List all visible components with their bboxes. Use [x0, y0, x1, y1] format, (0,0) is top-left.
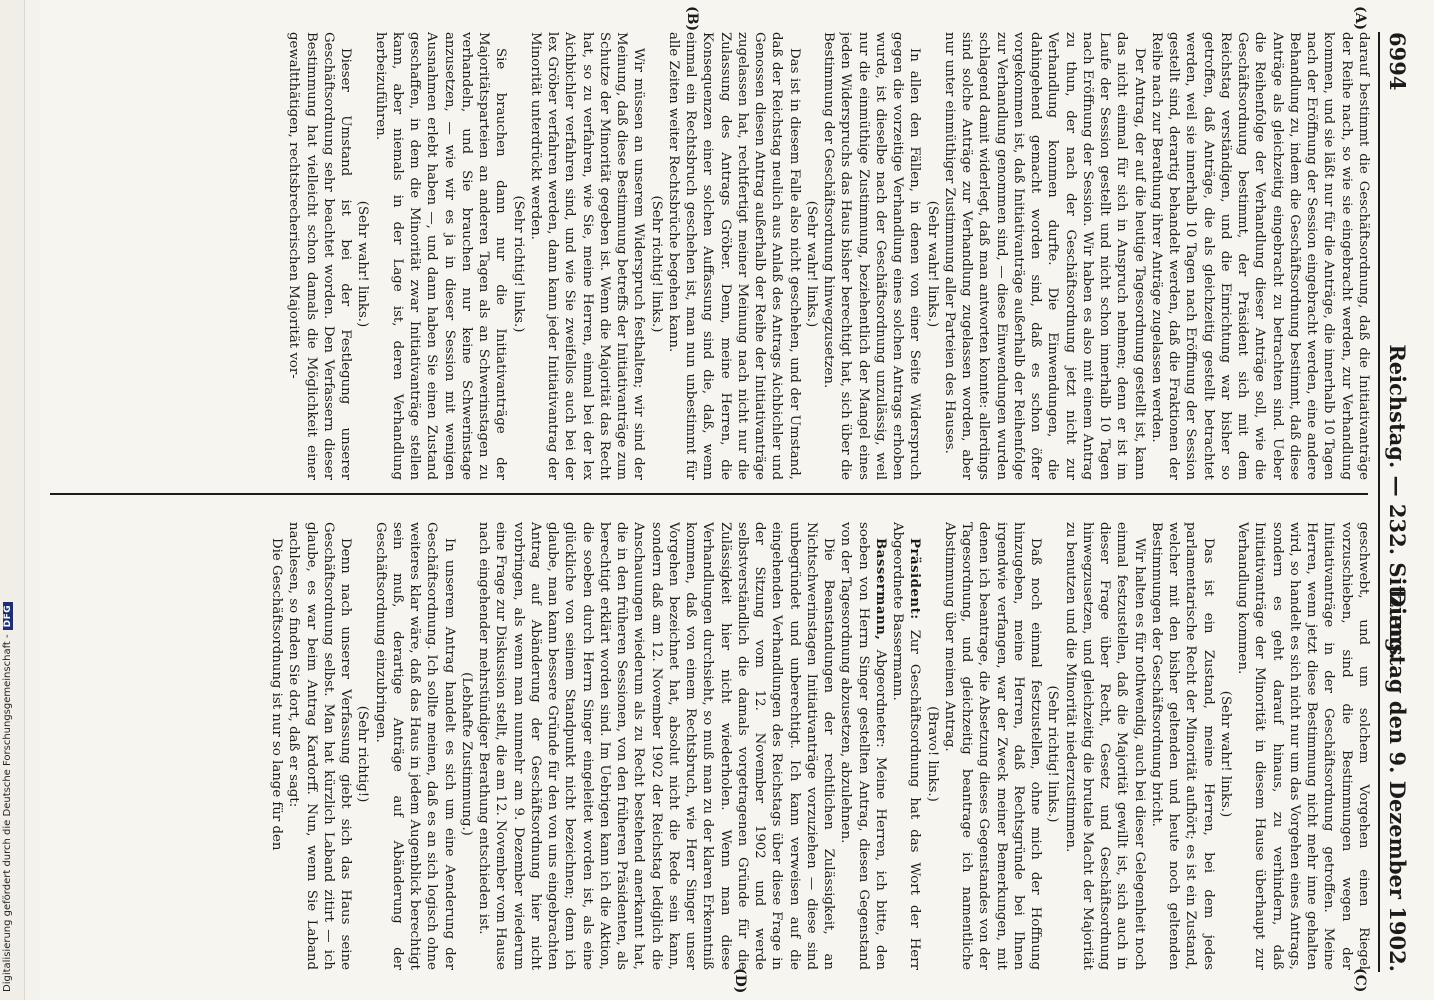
paragraph: Das ist in diesem Falle also nicht geschehen, und der Umstand, daß der Reichstag neulich aus Anlaß des Antrags Aichbichler und Genossen diesen Antrag außerhalb der Reihe der Initiativanträge zugelassen hat, rechtfertigt meiner Meinung nach nicht nur die Zulassung des Antrags Gröber. Denn, meine Herren, die Konsequenzen einer solchen Auffassung sind die, daß, wenn einmal ein Rechtsbruch geschehen ist, man nun unbestimmt für alle Zeiten weiter Rechtsbrüche begehen kann. — [666, 32, 802, 480]
paragraph: Die Geschäftsordnung ist nur so lange für den — [269, 538, 285, 851]
digitization-credit-text: Digitalisierung gefördert durch die Deutsche Forschungsgemeinschaft - — [2, 634, 13, 992]
interjection: (Sehr wahr! links.) — [804, 200, 819, 328]
paragraph: geschwebt, und um solchem Vorgehen einen Riegel vorzuschieben, sind die Bestimmungen wegen der Initiativanträge in der Geschäftsordnung getroffen. Meine Herren, wenn jetzt diese Bestimmung nicht mehr inne gehalten wird, so handelt es sich nicht nur um das Vorgehen eines Antrags, sondern es geht darauf hinaus, zu verhindern, daß Initiativanträge der Minorität in diesem Hause überhaupt zur Verhandlung kommen. — [1235, 522, 1371, 970]
scanned-page — [40, 0, 1434, 1000]
paragraph: Der Antrag, der auf die heutige Tagesordnung gestellt ist, kann das nicht einmal für sich in Anspruch nehmen; denn er ist im Laufe der Session gestellt und nicht schon innerhalb 10 Tagen nach Eröffnung der Session. Wir haben es also mit einem Antrag zu thun, der nach der Geschäftsordnung jetzt nicht zur Verhandlung kommen durfte. Die Einwendungen, die dahingehend gemacht worden sind, daß es schon öfter vorgekommen ist, daß Initiativanträge außerhalb der Reihenfolge zur Verhandlung genommen sind, — diese Einwendungen wurden schlagend damit widerlegt, daß man antworten konnte: allerdings sind solche Anträge zur Verhandlung zugelassen worden, aber nur unter einmüthiger Zustimmung aller Parteien des Hauses. — [942, 32, 1147, 480]
paragraph: Das ist ein Zustand, meine Herren, bei dem jedes parlamentarische Recht der Minorität aufhört; es ist ein Zustand, welcher mit den bisher geltenden und heute noch geltenden Bestimmungen der Geschäftsordnung bricht. — [1149, 522, 1216, 970]
running-title: Reichstag. — 232. Sitzung. — [1385, 344, 1410, 660]
paragraph: In unserem Antrag handelt es sich um eine Aenderung der Geschäftsordnung. Ich sollte meinen, daß es an sich logisch ohne weiteres klar wäre, daß das Haus in jedem Augenblick berechtigt sein muß, derartige Anträge auf Abänderung der Geschäftsordnung einzubringen. — [372, 522, 457, 970]
margin-marker-c: (C) — [1352, 968, 1368, 993]
digitization-credit — [2, 602, 13, 992]
interjection: (Sehr richtig! links.) — [510, 195, 526, 333]
margin-marker-b: (B) — [684, 6, 700, 32]
column-divider — [50, 493, 1368, 495]
paragraph: In allen den Fällen, in denen von einer Seite Widerspruch gegen die vorzeitige Verhandlung eines solchen Antrags erhoben wurde, ist dieselbe nach der Geschäftsordnung unzulässig, weil nur die einmüthige Zustimmung, beziehentlich der Mangel eines jeden Widerspruchs das Haus bisher berechtigt hat, sich über die Bestimmung der Geschäftsordnung hinwegzusetzen. — [821, 32, 923, 480]
interjection: (Sehr richtig!) — [355, 705, 371, 803]
paragraph: Sie brauchen dann nur die Initiativanträge der Majoritätsparteien an anderen Tagen als an Schwerinstagen zu verhandeln, und Sie brauchen nur keine Schwerinstage anzusetzen, — wie wir es ja in dieser Session mit wenigen Ausnahmen erlebt haben —, und dann haben Sie einen Zustand geschaffen, in dem die Minorität zwar Initiativanträge stellen kann, aber niemals in der Lage ist, deren Verhandlung herbeizuführen. — [372, 32, 509, 480]
paragraph: Wir müssen an unserem Widerspruch festhalten; wir sind der Meinung, daß diese Bestimmung betreffs der Initiativanträge zum Schutze der Minorität gegeben ist. Wenn die Majorität das Recht hat, so zu verfahren, wie Sie, meine Herren, einmal bei der lex Aichbichler verfahren sind, und wie Sie zweifellos auch bei der lex Gröber verfahren werden, dann kann jeder Initiativantrag der Minorität unterdrückt werden. — [528, 32, 647, 480]
archive-sidebar — [0, 0, 25, 1000]
speech-text: Zur Geschäftsordnung hat das Wort der Herr Abgeordnete Bassermann. — [890, 522, 923, 970]
margin-marker-d: (D) — [732, 968, 748, 994]
interjection: (Sehr wahr! links.) — [355, 200, 371, 328]
paragraph: Dieser Umstand ist bei der Festlegung unserer Geschäftsordnung sehr beachtet worden. Den Verfassern dieser Bestimmung hat vielleicht schon damals die Möglichkeit einer gewaltthätigen, rechtsbrecherischen Majorität vor- — [286, 32, 354, 480]
paragraph: Daß noch einmal festzustellen, ohne mich der Hoffnung hinzugeben, meine Herren, daß Rechtsgründe bei Ihnen irgendwie verfangen, war der Zweck meiner Bemerkungen, mit denen ich beantrage, die Absetzung dieses Gegenstandes von der Tagesordnung, und gleichzeitig beantrage ich namentliche Abstimmung über meinen Antrag. — [942, 522, 1044, 970]
dfg-logo: DFG — [3, 602, 13, 631]
page-number: 6994 — [1385, 32, 1410, 91]
interjection: (Lebhafte Zustimmung.) — [459, 672, 474, 836]
sitting-date: Dienstag den 9. Dezember 1902. — [1385, 588, 1410, 972]
interjection: (Bravo! links.) — [924, 706, 940, 802]
paragraph: Denn nach unserer Verfassung giebt sich das Haus seine Geschäftsordnung selbst. Man hat kürzlich Laband zitirt — ich glaube, es war beim Antrag Kardorff. Nun, wenn Sie Laband nachlesen, so finden Sie dort, daß er sagt: — [286, 522, 354, 970]
speech-text: Abgeordneter: Meine Herren, ich bitte, den soeben von Herrn Singer gestellten Antrag, diesen Gegenstand von der Tagesordnung abzusetzen, abzulehnen. — [838, 522, 888, 970]
paragraph: darauf bestimmt die Geschäftsordnung, daß die Initiativanträge der Reihe nach, so wie sie eingebracht werden, zur Verhandlung kommen, und sie läßt nur für die Anträge, die innerhalb 10 Tagen nach der Eröffnung der Session eingebracht werden, eine andere Behandlung zu, indem die Geschäftsordnung bestimmt, daß diese Anträge als gleichzeitig eingebracht zu betrachten sind. Ueber die Reihenfolge der Verhandlung dieser Anträge soll, wie die Geschäftsordnung bestimmt, der Präsident sich mit dem Reichstag verständigen, und die Einrichtung war bisher so getroffen, daß Anträge, die als gleichzeitig gestellt betrachtet werden, weil sie innerhalb 10 Tagen nach Eröffnung der Session gestellt sind, derartig behandelt werden, daß die Fraktionen der Reihe nach zur Berathung ihrer Anträge zugelassen werden. — [1149, 32, 1371, 480]
margin-marker-a: (A) — [1352, 6, 1368, 31]
speaker-name: Bassermann, — [873, 538, 888, 641]
interjection: (Sehr wahr! links.) — [924, 200, 940, 328]
interjection: (Sehr richtig! links.) — [648, 195, 664, 333]
speaker-name: Präsident: — [907, 538, 923, 620]
paragraph: Die Beanstandungen der rechtlichen Zulässigkeit, an Nichtschwerinstagen Initiativanträge vorzuziehen — diese sind unbegründet und unberechtigt. Ich kann verweisen auf die eingehenden Verhandlungen des Reichstags über diese Frage in der Sitzung vom 12. November 1902 und werde selbstverständlich die damals vorgetragenen Gründe für die Zulässigkeit hier nicht wiederholen. Wenn man diese Verhandlungen durchsieht, so muß man zu der klaren Erkenntniß kommen, daß von einem Rechtsbruch, wie Herr Singer unser Vorgehen bezeichnet hat, absolut nicht die Rede sein kann, sondern daß am 12. November 1902 der Reichstag lediglich die Anschauungen wiederum als zu Recht bestehend anerkannt hat, die in den früheren Sessionen, von den früheren Präsidenten, als berechtigt erklärt worden sind. Im Uebrigen kann ich die Aktion, die soeben durch Herrn Singer eingeleitet worden ist, als eine glückliche von seinem Standpunkt nicht bezeichnen; denn ich glaube, man kann bessere Gründe für den von uns eingebrachten Antrag auf Abänderung der Geschäftsordnung hier nicht vorbringen, als wenn man nunmehr am 9. Dezember wiederum eine Frage zur Diskussion stellt, die am 12. November vom Hause nach eingehender mehrstündiger Berathung entschieden ist. — [476, 522, 837, 970]
interjection: (Sehr richtig! links.) — [1045, 685, 1061, 823]
speaker-paragraph — [889, 522, 924, 970]
interjection: (Sehr wahr! links.) — [1218, 690, 1233, 818]
speaker-paragraph — [837, 522, 889, 970]
paragraph: Wir halten es für nothwendig, auch bei dieser Gelegenheit noch einmal festzustellen, daß die Majorität gewillt ist, sich auch in dieser Frage über Recht, Gesetz und Geschäftsordnung hinwegzusetzen, und gleichzeitig die brutale Macht der Majorität zu benutzen und die Minorität niederzustimmen. — [1062, 522, 1147, 970]
page-header — [1378, 32, 1414, 972]
text-column-left — [42, 32, 1372, 480]
text-column-right — [42, 522, 1372, 970]
